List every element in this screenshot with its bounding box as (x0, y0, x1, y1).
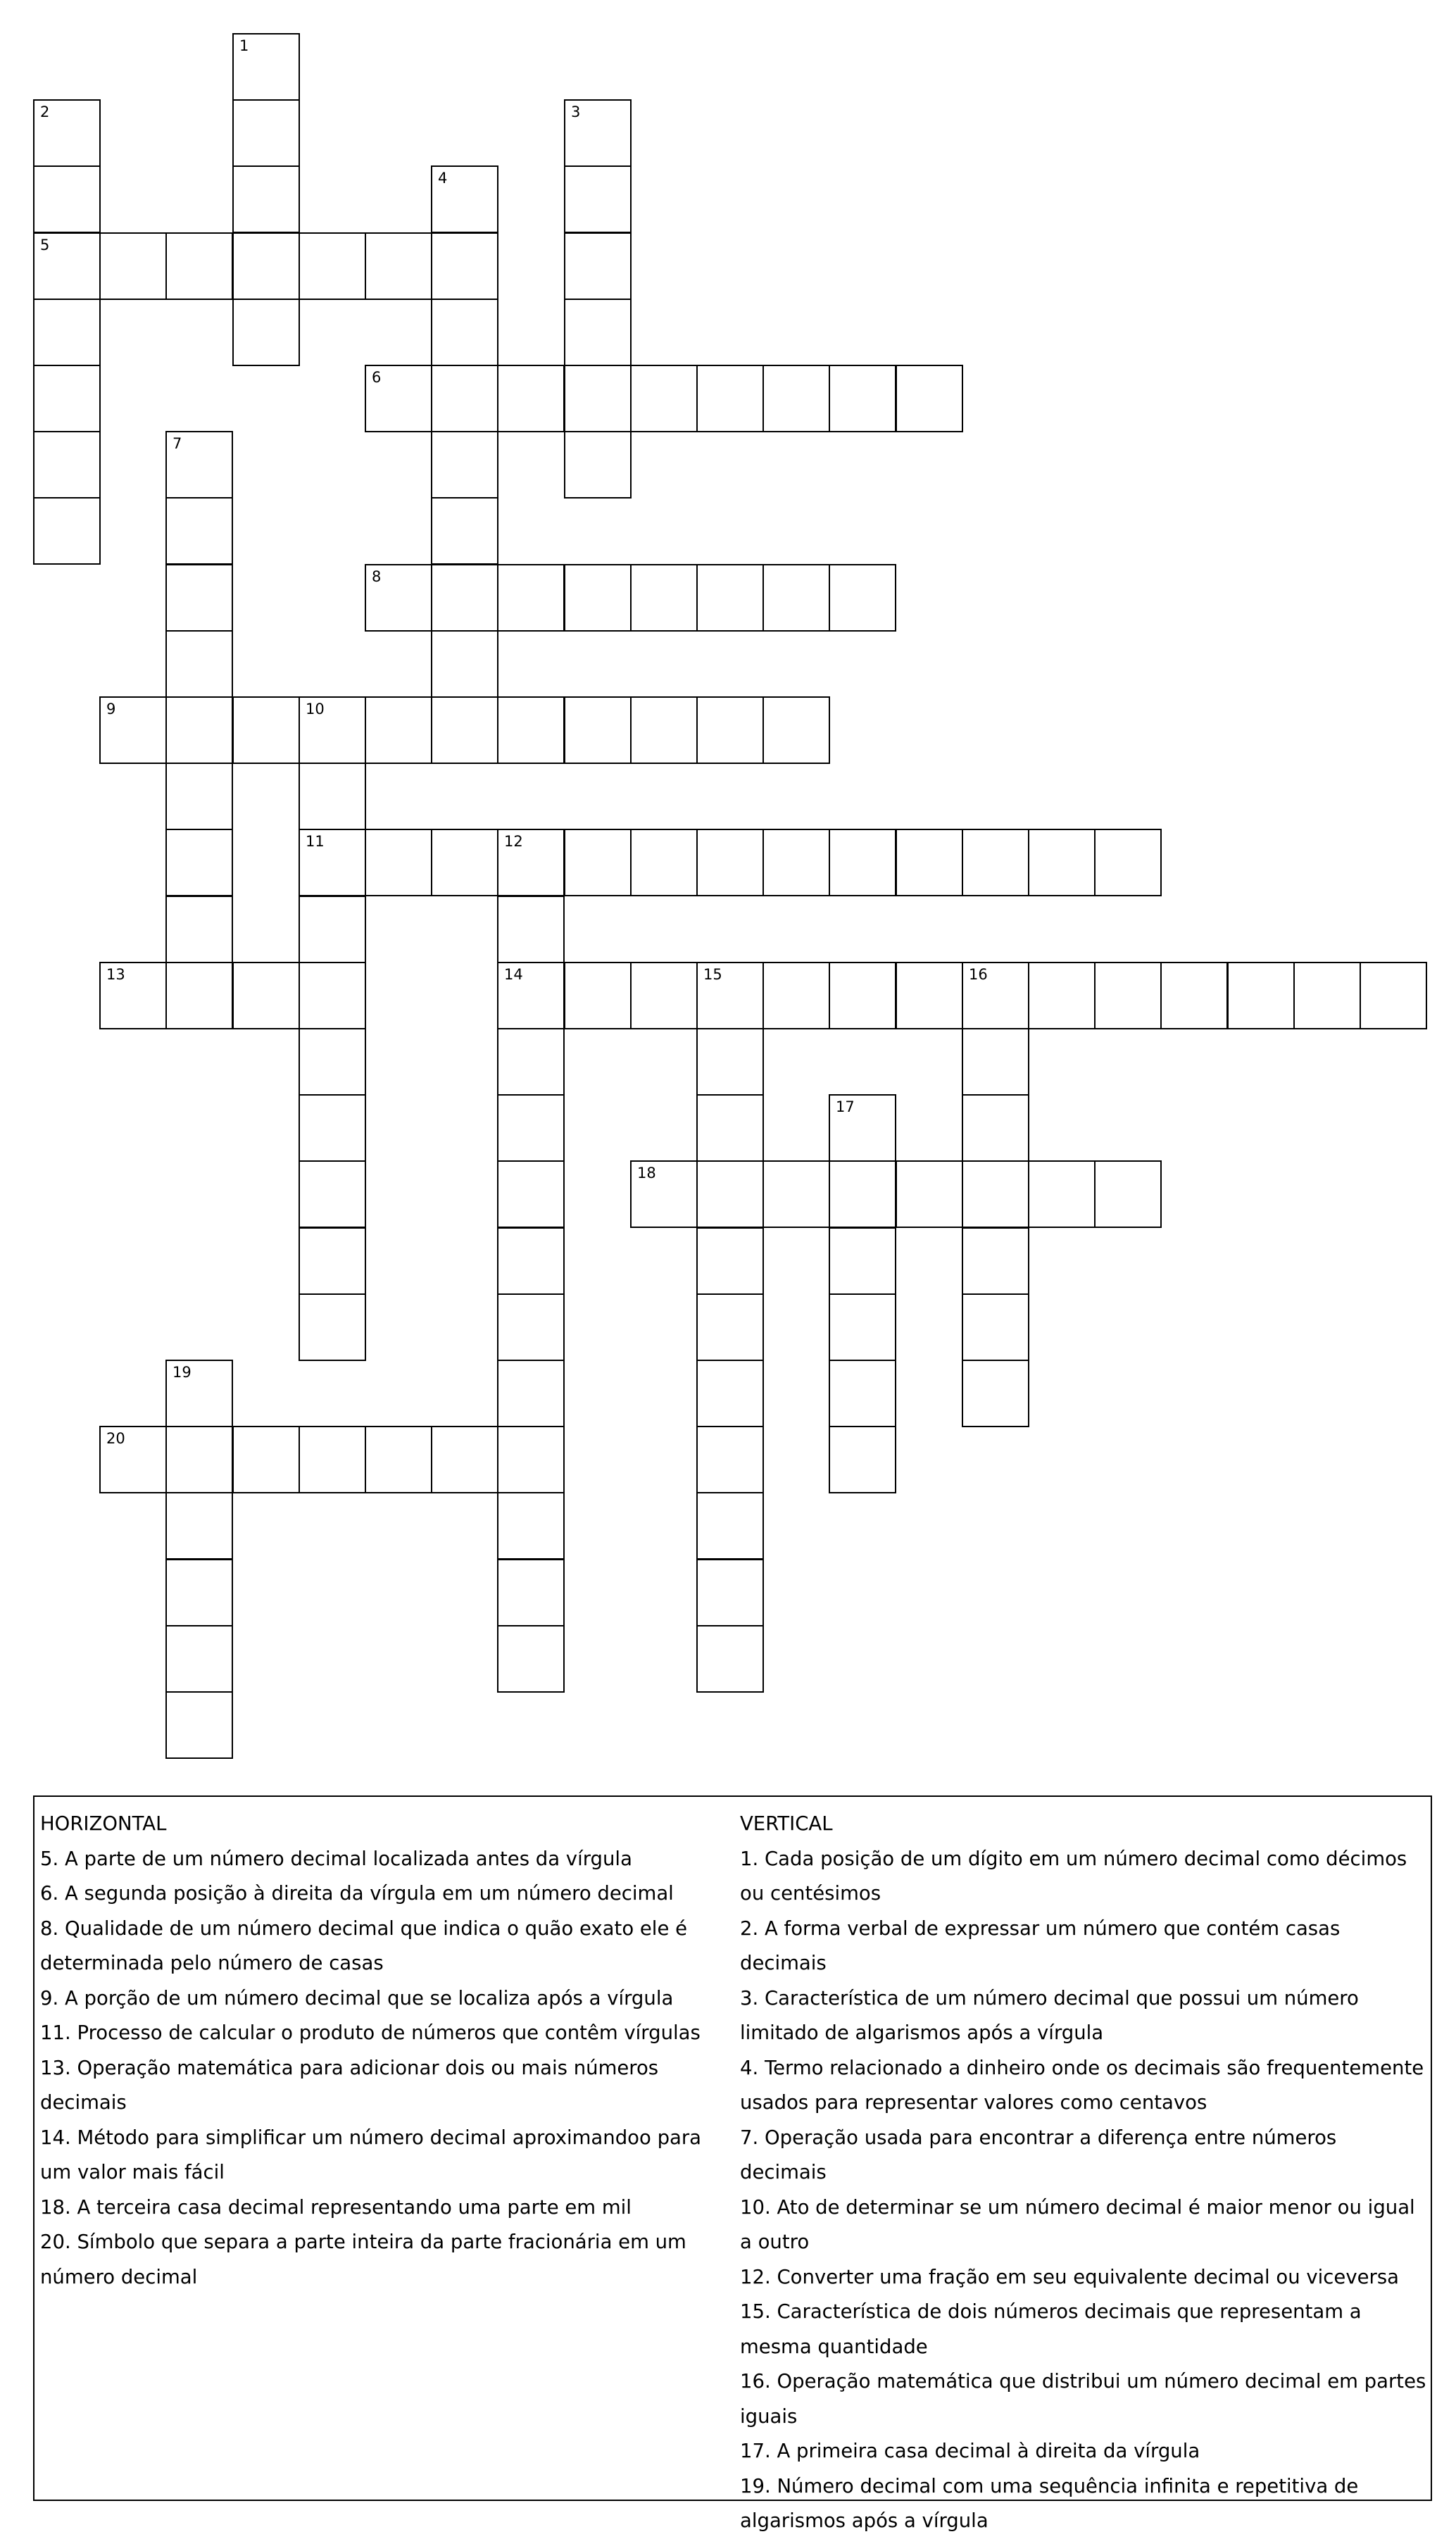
crossword-cell[interactable] (497, 1492, 565, 1560)
crossword-cell[interactable] (829, 829, 896, 896)
crossword-cell[interactable] (1094, 962, 1162, 1029)
crossword-cell[interactable] (1094, 829, 1162, 896)
crossword-cell[interactable] (165, 1625, 233, 1693)
crossword-cell[interactable] (165, 763, 233, 830)
crossword-cell[interactable] (564, 165, 632, 233)
crossword-cell[interactable] (232, 962, 300, 1029)
crossword-cell[interactable] (33, 497, 101, 565)
crossword-cell[interactable] (497, 1227, 565, 1295)
crossword-cell-15[interactable] (696, 962, 764, 1029)
crossword-cell[interactable] (497, 1360, 565, 1427)
crossword-cell[interactable] (696, 1227, 764, 1295)
crossword-cell[interactable] (232, 696, 300, 764)
crossword-cell[interactable] (299, 1227, 366, 1295)
crossword-cell[interactable] (1094, 1160, 1162, 1228)
crossword-cell[interactable] (829, 1293, 896, 1361)
crossword-cell[interactable] (497, 896, 565, 963)
horizontal-heading: HORIZONTAL (40, 1812, 167, 1835)
clue-number: 16 (969, 966, 988, 983)
crossword-cell[interactable] (1227, 962, 1295, 1029)
crossword-cell[interactable] (962, 1293, 1029, 1361)
crossword-cell[interactable] (365, 1426, 432, 1493)
crossword-cell[interactable] (431, 829, 498, 896)
crossword-cell[interactable] (165, 630, 233, 698)
clue-vertical-1: 1. Cada posição de um dígito em um número decimal como décimos ou centésimos (740, 1847, 1407, 1905)
crossword-cell[interactable] (1028, 962, 1096, 1029)
crossword-cell[interactable] (564, 696, 632, 764)
crossword-cell[interactable] (630, 564, 698, 632)
clue-number: 9 (106, 701, 116, 717)
crossword-cell[interactable] (829, 962, 896, 1029)
crossword-cell[interactable] (896, 365, 963, 432)
crossword-cell[interactable] (165, 696, 233, 764)
crossword-cell[interactable] (165, 829, 233, 896)
crossword-cell[interactable] (1360, 962, 1427, 1029)
crossword-cell-19[interactable] (165, 1360, 233, 1427)
crossword-cell[interactable] (696, 1426, 764, 1493)
clue-number: 3 (571, 104, 581, 120)
crossword-cell[interactable] (165, 497, 233, 565)
crossword-cell[interactable] (165, 1559, 233, 1626)
crossword-cell[interactable] (962, 829, 1029, 896)
crossword-cell[interactable] (165, 1691, 233, 1759)
crossword-cell[interactable] (696, 1492, 764, 1560)
crossword-cell[interactable] (1028, 829, 1096, 896)
crossword-cell-10[interactable] (299, 696, 366, 764)
crossword-cell[interactable] (497, 365, 565, 432)
crossword-cell[interactable] (299, 1293, 366, 1361)
crossword-cell[interactable] (829, 1160, 896, 1228)
crossword-cell[interactable] (630, 696, 698, 764)
clue-vertical-12: 12. Converter uma fração em seu equivalente decimal ou viceversa (740, 2265, 1400, 2288)
clue-number: 6 (372, 369, 382, 386)
crossword-cell[interactable] (431, 497, 498, 565)
crossword-cell[interactable] (696, 1160, 764, 1228)
crossword-cell[interactable] (696, 829, 764, 896)
clue-horizontal-18: 18. A terceira casa decimal representando uma parte em mil (40, 2195, 632, 2219)
clue-number: 7 (172, 435, 182, 452)
crossword-cell-11[interactable] (299, 829, 366, 896)
crossword-cell-13[interactable] (99, 962, 167, 1029)
crossword-cell[interactable] (33, 299, 101, 366)
crossword-cell-3[interactable] (564, 99, 632, 167)
clue-number: 14 (504, 966, 523, 983)
crossword-cell[interactable] (962, 1094, 1029, 1162)
crossword-cell[interactable] (962, 1028, 1029, 1096)
crossword-cell[interactable] (962, 1160, 1029, 1228)
crossword-cell[interactable] (497, 1028, 565, 1096)
crossword-cell[interactable] (365, 232, 432, 300)
crossword-cell-8[interactable] (365, 564, 432, 632)
crossword-cell[interactable] (165, 1426, 233, 1493)
crossword-cell[interactable] (299, 962, 366, 1029)
crossword-cell[interactable] (829, 1227, 896, 1295)
crossword-cell[interactable] (564, 365, 632, 432)
crossword-cell[interactable] (564, 962, 632, 1029)
crossword-cell[interactable] (431, 1426, 498, 1493)
crossword-cell[interactable] (762, 962, 830, 1029)
crossword-cell[interactable] (630, 829, 698, 896)
crossword-cell[interactable] (497, 1625, 565, 1693)
crossword-cell[interactable] (696, 1094, 764, 1162)
crossword-cell[interactable] (497, 1426, 565, 1493)
crossword-cell[interactable] (630, 365, 698, 432)
crossword-cell[interactable] (299, 1160, 366, 1228)
crossword-cell[interactable] (896, 962, 963, 1029)
clue-number: 5 (40, 237, 50, 253)
crossword-cell[interactable] (1028, 1160, 1096, 1228)
crossword-cell[interactable] (564, 431, 632, 499)
crossword-cell[interactable] (564, 299, 632, 366)
crossword-cell-12[interactable] (497, 829, 565, 896)
crossword-cell[interactable] (762, 365, 830, 432)
crossword-cell[interactable] (431, 431, 498, 499)
crossword-cell[interactable] (762, 564, 830, 632)
crossword-cell[interactable] (33, 431, 101, 499)
clue-vertical-10: 10. Ato de determinar se um número decimal é maior menor ou igual a outro (740, 2195, 1415, 2253)
crossword-cell[interactable] (299, 232, 366, 300)
clue-number: 12 (504, 833, 523, 850)
clue-horizontal-20: 20. Símbolo que separa a parte inteira da parte fracionária em um número decimal (40, 2231, 686, 2288)
crossword-cell-20[interactable] (99, 1426, 167, 1493)
crossword-cell[interactable] (232, 1426, 300, 1493)
crossword-cell[interactable] (497, 1094, 565, 1162)
crossword-cell-6[interactable] (365, 365, 432, 432)
clue-number: 13 (106, 966, 125, 983)
crossword-cell[interactable] (829, 564, 896, 632)
clue-horizontal-14: 14. Método para simplificar um número decimal aproximandoo para um valor mais fácil (40, 2126, 702, 2183)
horizontal-clues (40, 1807, 734, 2295)
crossword-cell[interactable] (829, 365, 896, 432)
crossword-cell[interactable] (564, 564, 632, 632)
crossword-cell[interactable] (365, 829, 432, 896)
crossword-cell[interactable] (431, 564, 498, 632)
clue-vertical-3: 3. Característica de um número decimal que possui um número limitado de algarismos após a vírgula (740, 1986, 1359, 2044)
crossword-cell[interactable] (232, 99, 300, 167)
crossword-cell[interactable] (762, 696, 830, 764)
crossword-cell[interactable] (165, 564, 233, 632)
vertical-heading: VERTICAL (740, 1812, 833, 1835)
crossword-cell[interactable] (431, 630, 498, 698)
crossword-cell-16[interactable] (962, 962, 1029, 1029)
crossword-cell[interactable] (564, 829, 632, 896)
clue-number: 20 (106, 1430, 125, 1447)
crossword-cell-18[interactable] (630, 1160, 698, 1228)
crossword-cell[interactable] (829, 1360, 896, 1427)
clue-number: 19 (172, 1364, 192, 1381)
clue-number: 17 (836, 1098, 855, 1115)
crossword-cell[interactable] (365, 696, 432, 764)
crossword-cell[interactable] (232, 299, 300, 366)
crossword-cell-14[interactable] (497, 962, 565, 1029)
crossword-cell[interactable] (696, 1360, 764, 1427)
clue-number: 2 (40, 104, 50, 120)
clue-vertical-16: 16. Operação matemática que distribui um número decimal em partes iguais (740, 2370, 1426, 2428)
crossword-cell[interactable] (165, 1492, 233, 1560)
crossword-cell[interactable] (497, 564, 565, 632)
vertical-clues (740, 1807, 1426, 2539)
crossword-cell[interactable] (696, 1559, 764, 1626)
clue-number: 15 (703, 966, 722, 983)
crossword-cell-9[interactable] (99, 696, 167, 764)
crossword-cell[interactable] (33, 365, 101, 432)
clue-number: 8 (372, 568, 382, 585)
crossword-cell[interactable] (1293, 962, 1361, 1029)
crossword-cell-17[interactable] (829, 1094, 896, 1162)
crossword-cell[interactable] (431, 365, 498, 432)
crossword-cell[interactable] (99, 232, 167, 300)
crossword-cell[interactable] (299, 763, 366, 830)
crossword-cell[interactable] (696, 1028, 764, 1096)
crossword-cell-5[interactable] (33, 232, 101, 300)
crossword-cell[interactable] (696, 1625, 764, 1693)
crossword-cell[interactable] (564, 232, 632, 300)
crossword-cell[interactable] (165, 896, 233, 963)
crossword-cell[interactable] (630, 962, 698, 1029)
crossword-cell-4[interactable] (431, 165, 498, 233)
crossword-cell[interactable] (829, 1426, 896, 1493)
crossword-cell[interactable] (232, 232, 300, 300)
clue-horizontal-5: 5. A parte de um número decimal localizada antes da vírgula (40, 1847, 632, 1870)
crossword-cell[interactable] (299, 1028, 366, 1096)
crossword-cell-7[interactable] (165, 431, 233, 499)
crossword-cell[interactable] (299, 1094, 366, 1162)
crossword-cell[interactable] (299, 1426, 366, 1493)
crossword-cell[interactable] (696, 365, 764, 432)
clue-number: 18 (637, 1165, 656, 1181)
crossword-cell[interactable] (497, 1293, 565, 1361)
crossword-cell[interactable] (497, 1559, 565, 1626)
clue-number: 10 (306, 701, 325, 717)
crossword-cell-1[interactable] (232, 33, 300, 101)
crossword-cell[interactable] (896, 829, 963, 896)
crossword-cell[interactable] (696, 1293, 764, 1361)
crossword-cell[interactable] (962, 1360, 1029, 1427)
crossword-cell[interactable] (896, 1160, 963, 1228)
crossword-cell[interactable] (762, 1160, 830, 1228)
crossword-cell[interactable] (497, 1160, 565, 1228)
clue-vertical-19: 19. Número decimal com uma sequência infinita e repetitiva de algarismos após a vírgula (740, 2474, 1359, 2532)
crossword-cell[interactable] (33, 165, 101, 233)
crossword-cell-2[interactable] (33, 99, 101, 167)
crossword-cell[interactable] (762, 829, 830, 896)
crossword-cell[interactable] (165, 232, 233, 300)
crossword-cell[interactable] (431, 232, 498, 300)
clue-horizontal-11: 11. Processo de calcular o produto de números que contêm vírgulas (40, 2021, 701, 2044)
clue-number: 11 (306, 833, 325, 850)
clue-number: 4 (438, 170, 448, 187)
clue-horizontal-8: 8. Qualidade de um número decimal que indica o quão exato ele é determinada pelo número de casas (40, 1917, 688, 1974)
clue-horizontal-9: 9. A porção de um número decimal que se localiza após a vírgula (40, 1986, 674, 2010)
crossword-cell[interactable] (232, 165, 300, 233)
crossword-cell[interactable] (165, 962, 233, 1029)
clue-horizontal-13: 13. Operação matemática para adicionar dois ou mais números decimais (40, 2056, 659, 2114)
crossword-cell[interactable] (696, 696, 764, 764)
clue-vertical-4: 4. Termo relacionado a dinheiro onde os decimais são frequentemente usados para representar valores como centavos (740, 2056, 1424, 2114)
crossword-cell[interactable] (696, 564, 764, 632)
crossword-cell[interactable] (1160, 962, 1228, 1029)
clue-vertical-7: 7. Operação usada para encontrar a diferença entre números decimais (740, 2126, 1337, 2183)
crossword-cell[interactable] (497, 696, 565, 764)
clue-horizontal-6: 6. A segunda posição à direita da vírgula em um número decimal (40, 1882, 674, 1905)
clue-vertical-2: 2. A forma verbal de expressar um número que contém casas decimais (740, 1917, 1341, 1974)
clue-vertical-15: 15. Característica de dois números decimais que representam a mesma quantidade (740, 2300, 1362, 2358)
crossword-cell[interactable] (431, 696, 498, 764)
crossword-cell[interactable] (431, 299, 498, 366)
clue-number: 1 (239, 37, 249, 54)
clue-vertical-17: 17. A primeira casa decimal à direita da vírgula (740, 2440, 1200, 2462)
crossword-cell[interactable] (299, 896, 366, 963)
crossword-cell[interactable] (962, 1227, 1029, 1295)
clues-box (33, 1795, 1432, 2532)
